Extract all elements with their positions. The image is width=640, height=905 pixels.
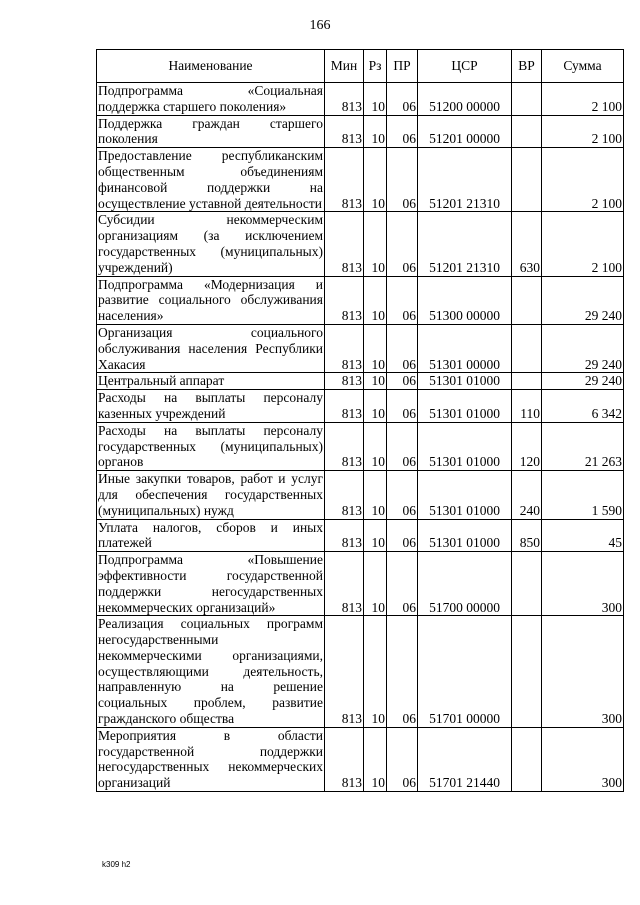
row-csr: 51301 00000 xyxy=(418,324,512,372)
row-name: Иные закупки товаров, работ и услуг для обеспечения государственных (муниципальных) нужд xyxy=(98,471,323,518)
row-min: 813 xyxy=(325,471,364,519)
row-sum: 2 100 xyxy=(542,115,624,148)
row-csr: 51201 21310 xyxy=(418,212,512,276)
row-sum: 1 590 xyxy=(542,471,624,519)
row-vr xyxy=(512,148,542,212)
table-row xyxy=(97,422,624,470)
row-csr: 51301 01000 xyxy=(418,373,512,390)
row-vr xyxy=(512,324,542,372)
row-sum: 2 100 xyxy=(542,83,624,116)
table-row xyxy=(97,519,624,552)
row-pr: 06 xyxy=(387,148,418,212)
header-rz: Рз xyxy=(364,50,387,83)
table-row xyxy=(97,373,624,390)
row-pr: 06 xyxy=(387,519,418,552)
row-rz: 10 xyxy=(364,373,387,390)
row-min: 813 xyxy=(325,324,364,372)
table-row xyxy=(97,552,624,616)
row-csr: 51301 01000 xyxy=(418,519,512,552)
row-vr xyxy=(512,83,542,116)
row-min: 813 xyxy=(325,148,364,212)
row-min: 813 xyxy=(325,115,364,148)
header-pr: ПР xyxy=(387,50,418,83)
header-name: Наименование xyxy=(97,50,325,83)
table-header-row xyxy=(97,50,624,83)
row-pr: 06 xyxy=(387,616,418,728)
row-csr: 51701 00000 xyxy=(418,616,512,728)
row-min: 813 xyxy=(325,83,364,116)
row-sum: 29 240 xyxy=(542,324,624,372)
table-row xyxy=(97,212,624,276)
table-row xyxy=(97,115,624,148)
row-sum: 2 100 xyxy=(542,148,624,212)
row-name: Предоставление республиканским общественным объединениям финансовой поддержки на осуществление уставной деятельности xyxy=(98,148,323,211)
row-name: Расходы на выплаты персоналу казенных учреждений xyxy=(98,390,323,421)
row-name: Расходы на выплаты персоналу государственных (муниципальных) органов xyxy=(98,422,323,470)
table-row xyxy=(97,727,624,791)
row-sum: 29 240 xyxy=(542,276,624,324)
row-sum: 29 240 xyxy=(542,373,624,390)
row-name: Поддержка граждан старшего поколения xyxy=(98,115,323,147)
row-pr: 06 xyxy=(387,390,418,423)
row-vr xyxy=(512,616,542,728)
row-rz: 10 xyxy=(364,616,387,728)
row-name: Подпрограмма «Социальная поддержка старшего поколения» xyxy=(98,83,323,114)
row-rz: 10 xyxy=(364,276,387,324)
row-min: 813 xyxy=(325,390,364,423)
header-vr: ВР xyxy=(512,50,542,83)
footer-code: k309 h2 xyxy=(102,860,131,869)
row-vr: 120 xyxy=(512,422,542,470)
table-row xyxy=(97,148,624,212)
row-min: 813 xyxy=(325,616,364,728)
row-rz: 10 xyxy=(364,727,387,791)
page-number: 166 xyxy=(309,18,331,33)
row-rz: 10 xyxy=(364,471,387,519)
row-name: Мероприятия в области государственной поддержки негосударственных некоммерческих организаций xyxy=(98,727,323,791)
row-pr: 06 xyxy=(387,324,418,372)
row-vr xyxy=(512,115,542,148)
table-row xyxy=(97,616,624,728)
row-vr: 850 xyxy=(512,519,542,552)
row-pr: 06 xyxy=(387,212,418,276)
budget-table xyxy=(96,49,624,792)
row-sum: 300 xyxy=(542,552,624,616)
row-csr: 51300 00000 xyxy=(418,276,512,324)
row-rz: 10 xyxy=(364,83,387,116)
row-vr xyxy=(512,276,542,324)
table-row xyxy=(97,83,624,116)
row-vr: 110 xyxy=(512,390,542,423)
row-rz: 10 xyxy=(364,324,387,372)
row-rz: 10 xyxy=(364,552,387,616)
row-name: Субсидии некоммерческим организациям (за исключением государственных (муниципальных) учреждений) xyxy=(98,212,323,275)
row-csr: 51201 21310 xyxy=(418,148,512,212)
row-min: 813 xyxy=(325,373,364,390)
row-name: Уплата налогов, сборов и иных платежей xyxy=(98,519,323,551)
row-sum: 6 342 xyxy=(542,390,624,423)
row-csr: 51301 01000 xyxy=(418,390,512,423)
row-vr: 240 xyxy=(512,471,542,519)
header-csr: ЦСР xyxy=(418,50,512,83)
table-row xyxy=(97,390,624,423)
row-name: Организация социального обслуживания населения Республики Хакасия xyxy=(98,324,323,372)
row-sum: 300 xyxy=(542,727,624,791)
row-vr: 630 xyxy=(512,212,542,276)
header-sum: Сумма xyxy=(542,50,624,83)
row-vr xyxy=(512,552,542,616)
row-rz: 10 xyxy=(364,148,387,212)
row-sum: 45 xyxy=(542,519,624,552)
row-min: 813 xyxy=(325,276,364,324)
row-pr: 06 xyxy=(387,83,418,116)
row-csr: 51301 01000 xyxy=(418,422,512,470)
row-pr: 06 xyxy=(387,552,418,616)
header-min: Мин xyxy=(325,50,364,83)
table-row xyxy=(97,471,624,519)
row-csr: 51700 00000 xyxy=(418,552,512,616)
row-rz: 10 xyxy=(364,519,387,552)
row-pr: 06 xyxy=(387,727,418,791)
row-pr: 06 xyxy=(387,373,418,390)
row-rz: 10 xyxy=(364,212,387,276)
row-csr: 51701 21440 xyxy=(418,727,512,791)
row-min: 813 xyxy=(325,422,364,470)
row-min: 813 xyxy=(325,727,364,791)
row-min: 813 xyxy=(325,519,364,552)
row-rz: 10 xyxy=(364,422,387,470)
row-name: Подпрограмма «Повышение эффективности государственной поддержки негосударственных некоммерческих организаций» xyxy=(98,552,323,615)
row-sum: 300 xyxy=(542,616,624,728)
row-sum: 2 100 xyxy=(542,212,624,276)
row-csr: 51200 00000 xyxy=(418,83,512,116)
row-pr: 06 xyxy=(387,276,418,324)
row-vr xyxy=(512,373,542,390)
table-row xyxy=(97,324,624,372)
row-name: Подпрограмма «Модернизация и развитие социального обслуживания населения» xyxy=(98,276,323,324)
row-csr: 51301 01000 xyxy=(418,471,512,519)
row-rz: 10 xyxy=(364,115,387,148)
row-sum: 21 263 xyxy=(542,422,624,470)
row-pr: 06 xyxy=(387,115,418,148)
table-row xyxy=(97,276,624,324)
row-name: Реализация социальных программ негосударственными некоммерческими организациями, осуществляющими деятельность, направленную на решение социальных проблем, развитие гражданского общества xyxy=(98,616,323,727)
row-min: 813 xyxy=(325,552,364,616)
row-vr xyxy=(512,727,542,791)
row-csr: 51201 00000 xyxy=(418,115,512,148)
row-rz: 10 xyxy=(364,390,387,423)
row-name: Центральный аппарат xyxy=(97,373,325,390)
row-min: 813 xyxy=(325,212,364,276)
row-pr: 06 xyxy=(387,471,418,519)
row-pr: 06 xyxy=(387,422,418,470)
